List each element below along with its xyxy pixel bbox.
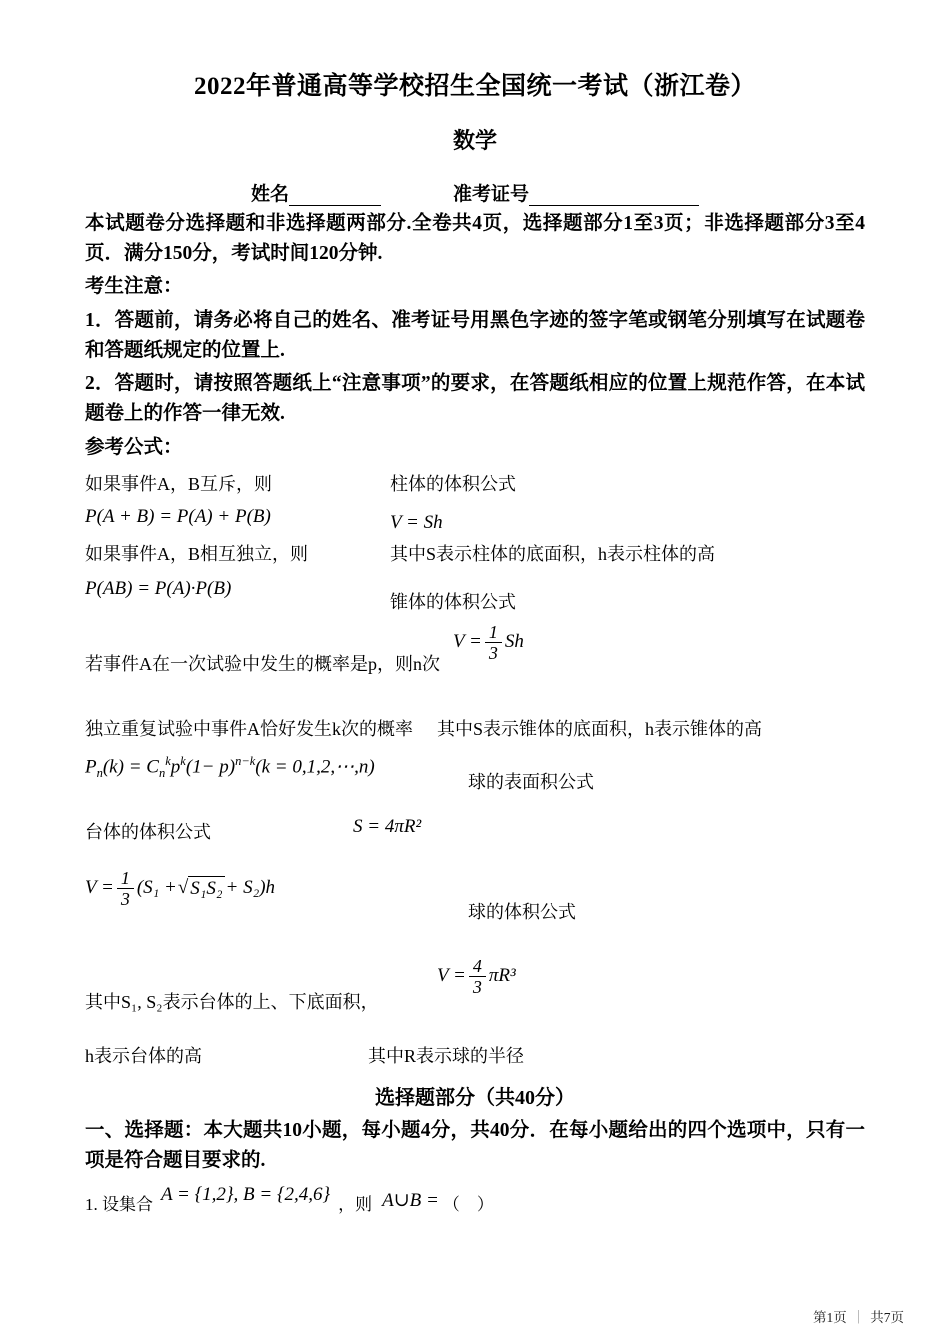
math-part: Sh [504,630,524,652]
math-part: n−k [235,753,256,768]
math-part: n [96,765,103,780]
radicand: S₁S₂ [190,877,223,899]
fraction-denominator: 3 [120,889,130,910]
question-1-answer-parentheses: （ ） [442,1195,494,1215]
multiple-choice-section-title: 选择题部分（共40分） [375,1086,575,1109]
question-1-connector: ，则 [338,1195,373,1215]
math-part: P [85,756,97,778]
reference-formulas-section [85,471,865,1071]
bernoulli-trial-label-line2: 独立重复试验中事件A恰好发生k次的概率 [85,718,413,739]
sphere-radius-note: 其中R表示球的半径 [368,1045,525,1066]
question-1-prefix: 1. 设集合 [85,1195,153,1215]
formula-probability-addition: P(A + B) = P(A) + P(B) [85,505,271,527]
formula-sphere-surface: S = 4πR² [353,815,422,837]
formula-probability-multiplication: P(AB) = P(A)·P(B) [85,577,232,599]
sphere-surface-label: 球的表面积公式 [468,771,594,792]
mutual-events-label: 如果事件A，B互斥，则 [85,473,273,494]
bernoulli-trial-label-line1: 若事件A在一次试验中发生的概率是p，则n次 [85,653,440,674]
page-footer [813,1306,904,1326]
math-part: (k = 0,1,2,⋯,n) [255,756,375,778]
math-part: πR³ [488,964,516,986]
current-page-label: 第1页 [813,1310,847,1325]
fraction-numerator: 1 [117,869,134,889]
frustum-note-line1: 其中S₁, S₂表示台体的上、下底面积， [85,991,379,1012]
math-part: V = [453,630,482,652]
frustum-note-line2: h表示台体的高 [85,1045,202,1066]
notice-title: 考生注意： [85,276,183,298]
math-part: V = [437,964,466,986]
math-part: (k) = C [102,756,159,778]
admission-id-blank-line [529,185,699,206]
footer-separator: ｜ [851,1310,866,1325]
fraction-denominator: 3 [488,643,498,664]
question-1-union-expression: A∪B = [382,1190,439,1212]
multiple-choice-instructions: 一、选择题：本大题共10小题，每小题4分，共40分．在每小题给出的四个选项中，只有一项是符合题目要求的. [85,1119,865,1171]
formula-cone-volume [453,623,524,663]
total-pages-label: 共7页 [870,1310,904,1325]
frustum-volume-label: 台体的体积公式 [85,821,211,842]
fraction-denominator: 3 [472,977,482,998]
sphere-volume-label: 球的体积公式 [468,901,576,922]
math-part: (1− p) [185,756,236,778]
radical-sign: √ [177,876,189,898]
formula-cylinder-volume: V = Sh [390,511,443,533]
math-part: + S₂)h [225,876,276,898]
math-part: k [180,753,186,768]
notice-item-1: 1．答题前，请务必将自己的姓名、准考证号用黑色字迹的签字笔或钢笔分别填写在试题卷和答题纸规定的位置上. [85,309,865,361]
name-field [251,179,381,206]
fraction-numerator: 4 [469,957,486,977]
question-1-sets-math: A = {1,2}, B = {2,4,6} [161,1184,331,1206]
cone-note: 其中S表示锥体的底面积，h表示锥体的高 [437,718,763,739]
question-1 [85,1184,865,1215]
name-blank-line [289,185,381,206]
math-part: (S₁ + [136,876,177,898]
cylinder-note: 其中S表示柱体的底面积，h表示柱体的高 [390,543,716,564]
candidate-info-row [85,179,865,206]
fraction [117,869,134,909]
notice-item-2: 2．答题时，请按照答题纸上“注意事项”的要求，在答题纸相应的位置上规范作答，在本试题卷上的作答一律无效. [85,373,865,425]
page-title: 2022年普通高等学校招生全国统一考试（浙江卷） [193,73,756,100]
reference-formulas-title: 参考公式： [85,436,183,458]
square-root [178,876,225,901]
name-label: 姓名 [250,184,289,205]
formula-frustum-volume [85,869,275,909]
exam-intro: 本试题卷分选择题和非选择题两部分.全卷共4页，选择题部分1至3页；非选择题部分3至4页．满分150分，考试时间120分钟. [85,213,865,265]
formula-sphere-volume [437,957,516,997]
fraction [469,957,486,997]
independent-events-label: 如果事件A，B相互独立，则 [85,543,309,564]
math-part: n [158,765,166,780]
cylinder-volume-label: 柱体的体积公式 [390,473,516,494]
math-part: V = [85,876,114,898]
subject-title: 数学 [452,128,497,153]
admission-id-label: 准考证号 [453,184,530,205]
math-part: k [165,753,171,768]
fraction-numerator: 1 [485,623,502,643]
admission-id-field [453,179,699,206]
formula-binomial-probability [85,754,375,782]
fraction [485,623,502,663]
math-part: p [170,756,181,778]
cone-volume-label: 锥体的体积公式 [390,591,516,612]
